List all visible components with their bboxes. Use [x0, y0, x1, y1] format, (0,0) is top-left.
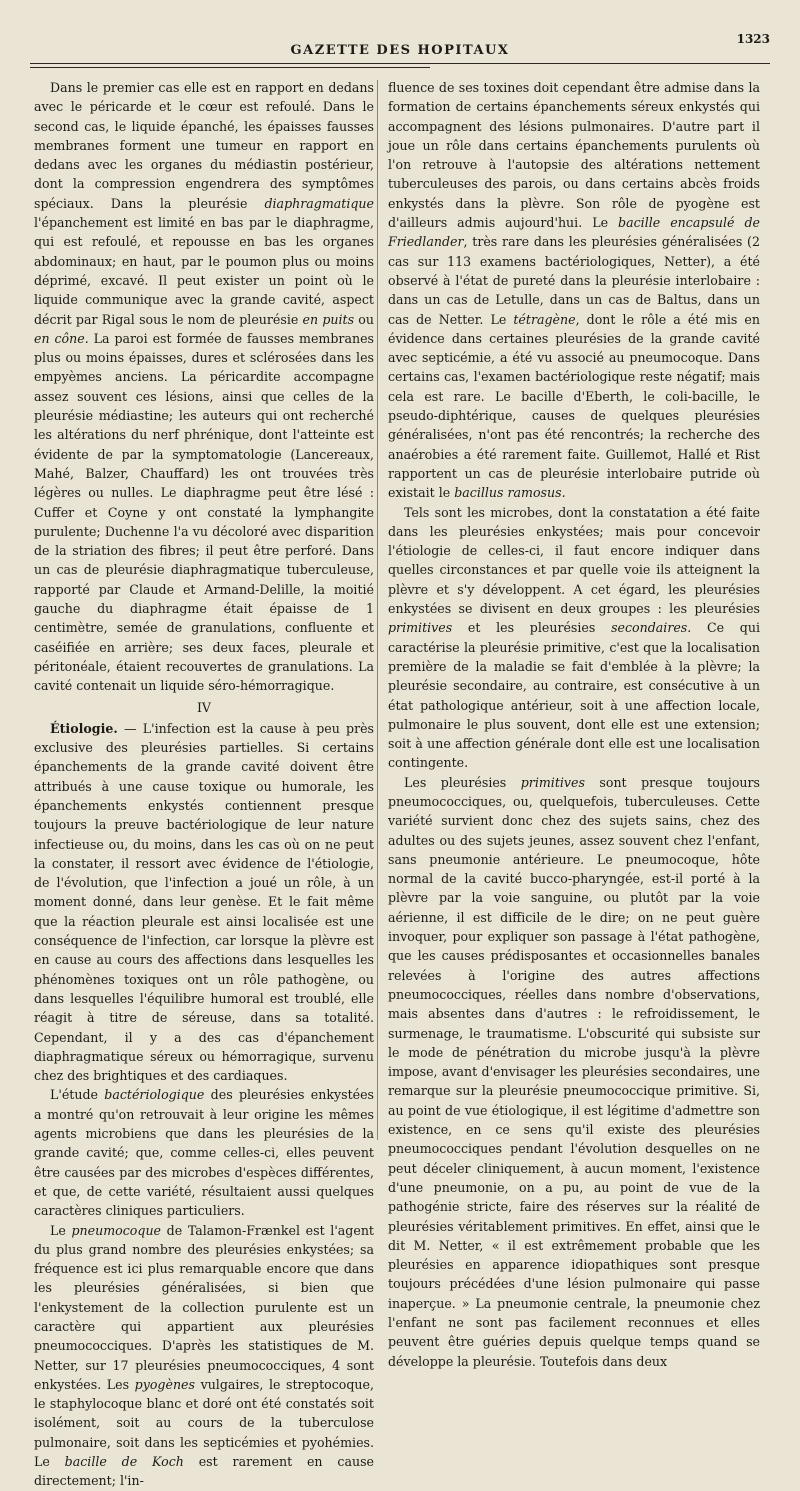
paragraph [34, 1085, 374, 1220]
text-run: Ce qui caractérise la pleurésie primitive, c'est que la localisation première de la maladie se fait d'emblée à la plèvre; la pleurésie secondaire, au contraire, est consécutive à un état pathologique antérieur, soit à une affection locale, pulmonaire le plus souvent, dont elle est une extension; soit à une affection générale dont elle est une localisation contingente. [388, 620, 760, 771]
italic-term: diaphragmatique [264, 195, 374, 211]
header-rule [30, 63, 770, 64]
text-run: est rarement en cause directement; l'in- [34, 1454, 374, 1489]
italic-term: pneumocoque [71, 1222, 162, 1238]
italic-term: en puits [302, 311, 355, 327]
text-run: Les pleurésies [404, 774, 521, 790]
text-run: vulgaires, le streptocoque, le staphylocoque blanc et doré ont été constatés soit isolément, soit au cours de la tuberculose pulmonaire, soit dans les septicémies et pyohémies. Le [34, 1376, 374, 1470]
paragraph [388, 503, 760, 773]
text-run: Le [50, 1222, 72, 1238]
text-run: fluence de ses toxines doit cependant être admise dans la formation de certains épanchements séreux enkystés qui accompagnent des lésions pulmonaires. D'autre part il joue un rôle dans certains épanchements purulents où l'on retrouve à l'autopsie des altérations nettement tuberculeuses des parois, ou dans certains abcès froids enkystés dans la plèvre. Son rôle de pyogène est d'ailleurs admis aujourd'hui. Le [388, 80, 760, 231]
text-run: — L'infection est la cause à peu près exclusive des pleurésies partielles. Si certains épanchements de la grande cavité doivent être attribués à une cause toxique ou humorale, les épanchements enkystés contiennent presque toujours la preuve bactériologique de leur nature infectieuse ou, du moins, dans les cas où on ne peut la constater, il ressort avec évidence de l'étiologie, de l'évolution, que l'infection a joué un rôle, à un moment donné, dans leur genèse. Et le fait même que la réaction pleurale est ainsi localisée est une conséquence de l'infection, car lorsque la plèvre est en cause au cours des affections dans lesquelles les phénomènes toxiques ont un rôle pathogène, ou dans lesquelles l'équilibre humoral est troublé, elle réagit à titre de séreuse, dans sa totalité. Cependant, il y a des cas d'épanchement diaphragmatique séreux ou hémorragique, survenu chez des brightiques et des cardiaques. [34, 720, 374, 1084]
italic-term: tétragène [513, 311, 576, 327]
section-title: Étiologie. [50, 720, 118, 736]
text-run: des pleurésies enkystées a montré qu'on retrouvait à leur origine les mêmes agents microbiens que dans les pleurésies de la grande cavité; que, comme celles-ci, elles peuvent être causées par des microbes d'espèces différentes, et que, de cette variété, résultaient aussi quelques caractères cliniques particuliers. [34, 1087, 374, 1219]
italic-term: primitives [388, 620, 453, 636]
page-header [30, 32, 770, 60]
paragraph [388, 78, 760, 503]
text-run: et les pleurésies [452, 620, 612, 636]
text-run: ou [354, 311, 375, 327]
text-run: Tels sont les microbes, dont la constatation a été faite dans les pleurésies enkystées; mais pour concevoir l'étiologie de celles-ci, il faut encore indiquer dans quelles circonstances et par quelle voie ils atteignent la plèvre et s'y développent. A cet égard, les pleurésies enkystées se divisent en deux groupes : les pleurésies [388, 504, 760, 617]
text-run: de Talamon-Frænkel est l'agent du plus grand nombre des pleurésies enkystées; sa fréquence est ici plus remarquable encore que dans les pleurésies généralisées, si bien que l'enkystement de la collection purulente est un caractère qui appartient aux pleurésies pneumococciques. D'après les statistiques de M. Netter, sur 17 pleurésies pneumococciques, 4 sont enkystées. Les [34, 1222, 374, 1392]
journal-title: GAZETTE DES HOPITAUX [290, 43, 510, 58]
italic-term: secondaires. [611, 620, 692, 636]
italic-term: en cône. [34, 330, 89, 346]
paragraph [388, 773, 760, 1371]
column-divider [377, 80, 378, 1140]
italic-term: bacillus ramosus. [454, 485, 566, 501]
text-run: sont presque toujours pneumococciques, ou, quelquefois, tuberculeuses. Cette variété survient donc chez des sujets sains, chez des adultes ou des sujets jeunes, assez souvent chez l'enfant, sans pneumonie antérieure. Le pneumocoque, hôte normal de la cavité bucco-pharyngée, est-il porté à la plèvre par la voie sanguine, ou plutôt par la voie aérienne, il est difficile de le dire; on ne peut guère invoquer, pour expliquer son passage à l'état pathogène, que les causes prédisposantes et occasionnelles banales relevées à l'origine des autres affections pneumococciques, réelles dans nombre d'observations, mais absentes dans d'autres : le refroidissement, le surmenage, le traumatisme. L'obscurité qui subsiste sur le mode de pénétration du microbe jusqu'à la plèvre impose, avant d'envisager les pleurésies secondaires, une remarque sur la pleurésie pneumococcique primitive. Si, au point de vue étiologique, il est légitime d'admettre son existence, en ce sens qu'il existe des pleurésies pneumococciques pendant l'évolution desquelles on ne peut déceler cliniquement, à aucun moment, l'existence d'une pneumonie, on a pu, au point de vue de la pathogénie stricte, faire des réserves sur la réalité de pleurésies véritablement primitives. En effet, ainsi que le dit M. Netter, « il est extrêmement probable que les pleurésies en apparence idiopathiques sont presque toujours précédées d'une lésion pulmonaire qui passe inaperçue. » La pneumonie centrale, la pneumonie chez l'enfant ne sont pas facilement reconnues et elles peuvent être guéries depuis quelque temps quand se développe la pleurésie. Toutefois dans deux [388, 774, 760, 1369]
italic-term: bactériologique [104, 1087, 205, 1103]
italic-term: primitives [520, 774, 585, 790]
paragraph [34, 719, 374, 1086]
text-run: l'épanchement est limité en bas par le diaphragme, qui est refoulé, et repousse en bas les organes abdominaux; en haut, par le poumon plus ou moins déprimé, excavé. Il peut exister un point où le liquide communique avec la grande cavité, aspect décrit par Rigal sous le nom de pleurésie [34, 215, 374, 327]
text-run: La paroi est formée de fausses membranes plus ou moins épaisses, dures et sclérosées dans les empyèmes anciens. La péricardite accompagne assez souvent ces lésions, ainsi que celles de la pleurésie médiastine; les auteurs qui ont recherché les altérations du nerf phrénique, dont l'atteinte est évidente de par la symptomatologie (Lancereaux, Mahé, Balzer, Chauffard) les ont trouvées très légères ou nulles. Le diaphragme peut être lésé : Cuffer et Coyne y ont constaté la lymphangite purulente; Duchenne l'a vu décoloré avec disparition de la striation des fibres; il peut être perforé. Dans un cas de pleurésie diaphragmatique tuberculeuse, rapporté par Claude et Armand-Delille, la moitié gauche du diaphragme était épaisse de 1 centimètre, semée de granulations, confluente et caséifiée en arrière; ses deux faces, pleurale et péritonéale, étaient recouvertes de granulations. La cavité contenait un liquide séro-hémorragique. [34, 330, 374, 694]
text-run: , dont le rôle a été mis en évidence dans certaines pleurésies de la grande cavité avec septicémie, a été vu associé au pneumocoque. Dans certains cas, l'examen bactériologique reste négatif; mais cela est rare. Le bacille d'Eberth, le coli-bacille, le pseudo-diphtérique, causes de quelques pleurésies généralisées, n'ont pas été rencontrés; la recherche des anaérobies a été rarement faite. Guillemot, Hallé et Rist rapportent un cas de pleurésie interlobaire putride où existait le [388, 311, 760, 501]
text-run: Dans le premier cas elle est en rapport en dedans avec le péricarde et le cœur est refoulé. Dans le second cas, le liquide épanché, les épaisses fausses membranes forment une tumeur en rapport en dedans avec les organes du médiastin postérieur, dont la compression engendrera des symptômes spéciaux. Dans la pleurésie [34, 80, 374, 211]
paragraph [34, 78, 374, 696]
header-rule-secondary [30, 67, 430, 68]
text-run: L'étude [50, 1087, 105, 1103]
text-run: , très rare dans les pleurésies généralisées (2 cas sur 113 examens bactériologiques, Netter), a été observé à l'état de pureté dans la pleurésie interlobaire : dans un cas de Letulle, dans un cas de Baltus, dans un cas de Netter. Le [388, 234, 760, 327]
page-number: 1323 [736, 32, 770, 46]
italic-term: pyogènes [134, 1376, 195, 1392]
paragraph [34, 1221, 374, 1491]
right-column [388, 78, 760, 1371]
section-number: IV [196, 699, 212, 715]
left-column [34, 78, 374, 1491]
italic-term: bacille encapsulé de Friedlander [388, 215, 760, 250]
italic-term: bacille de Koch [64, 1454, 184, 1470]
